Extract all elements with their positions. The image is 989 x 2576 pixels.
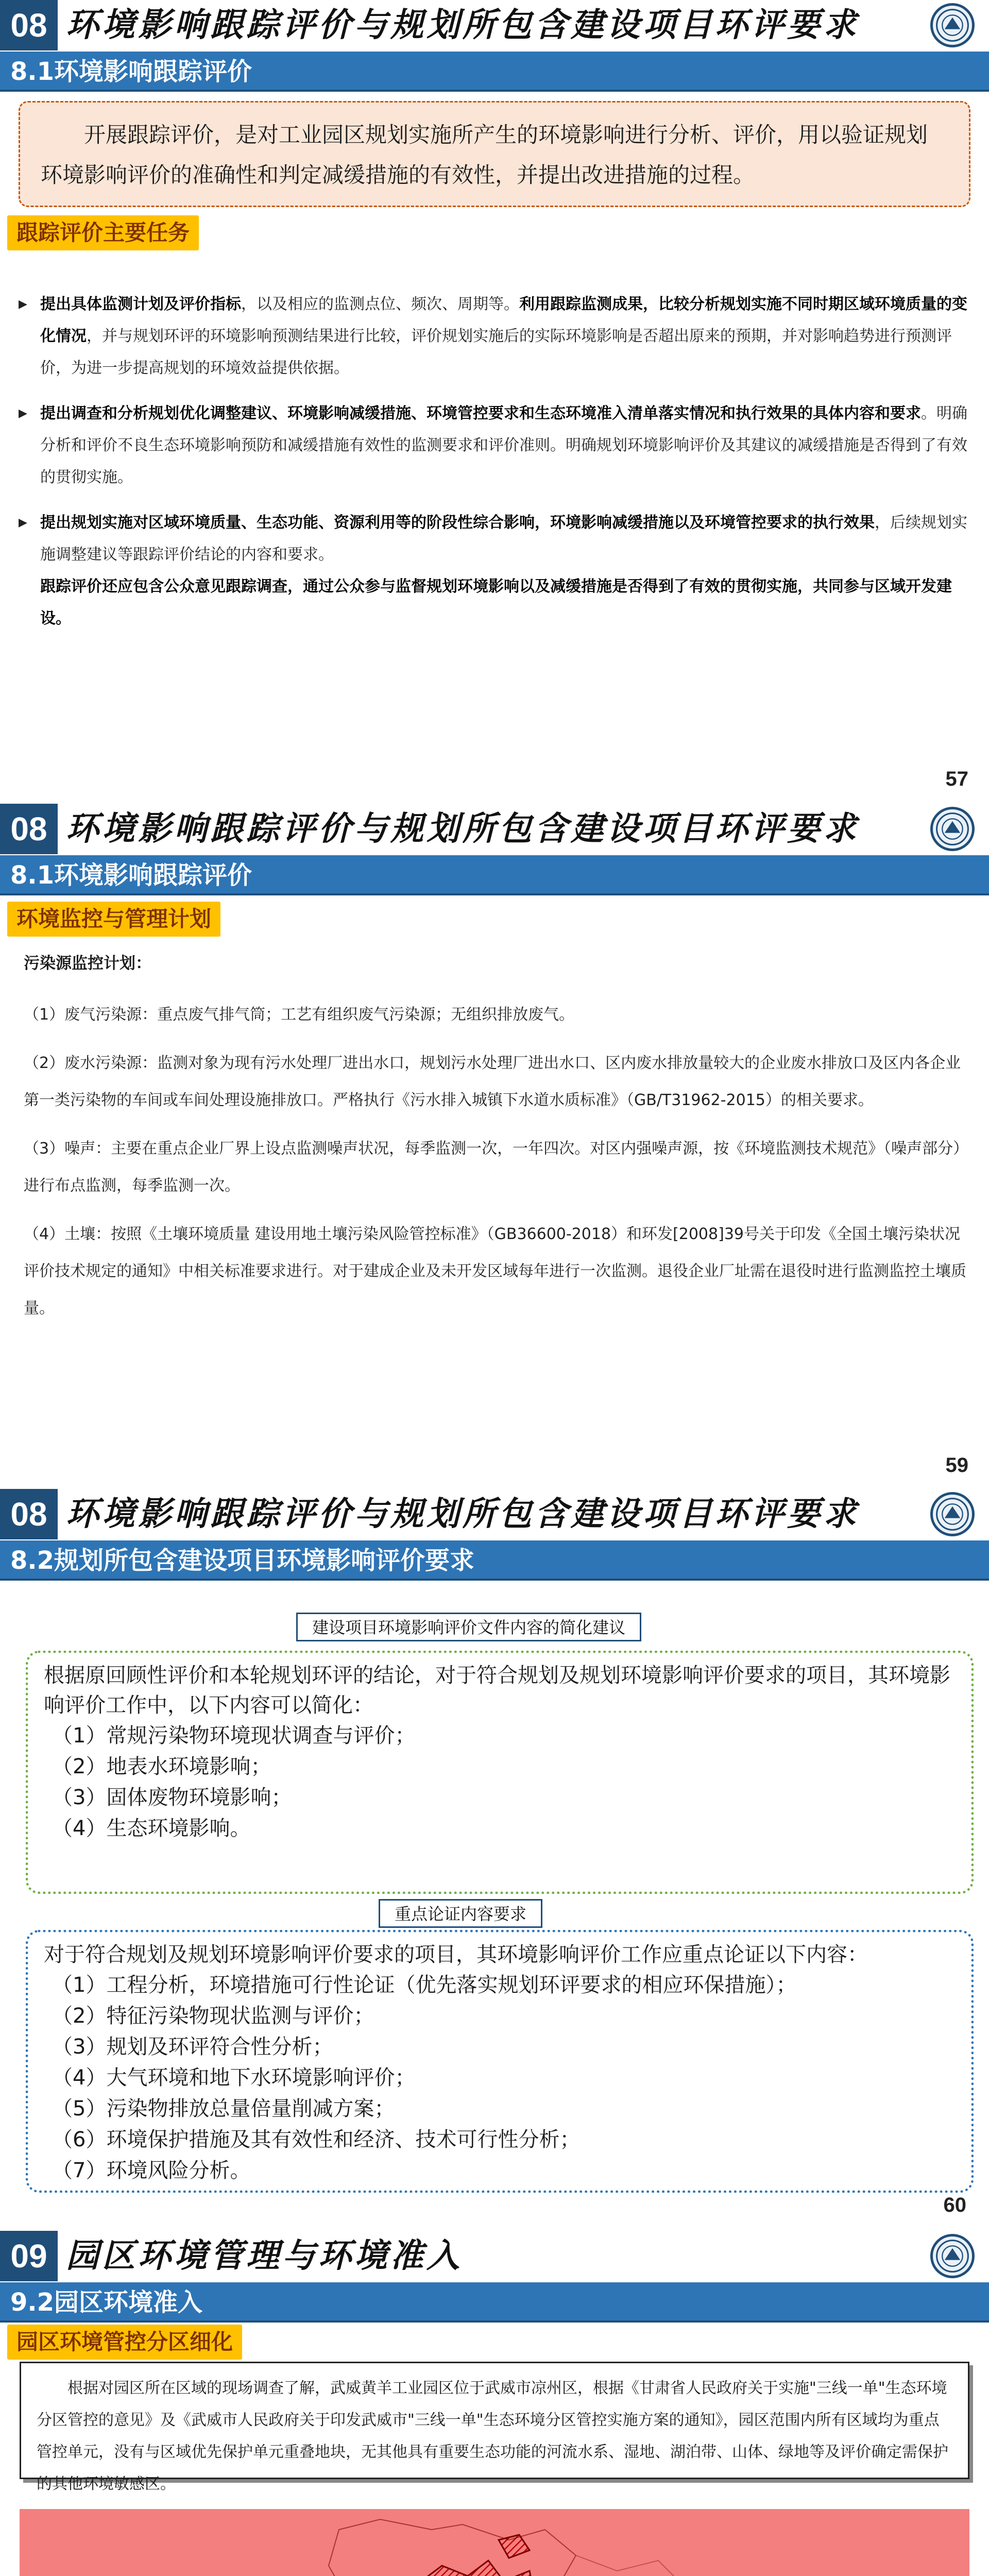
bullet-bold-text: 跟踪评价还应包含公众意见跟踪调查，通过公众参与监督规划环境影响以及减缓措施是否得到了有效的贯彻实施，共同参与区域开发建设。 [40, 578, 952, 628]
university-seal-logo-icon [930, 3, 975, 47]
list-item: （3）固体废物环境影响； [52, 1786, 292, 1809]
slide-project-eia-requirements [0, 1489, 989, 2231]
list-item: （2）地表水环境影响； [52, 1755, 271, 1778]
list-item: （7）环境风险分析。 [52, 2159, 251, 2182]
slide-header [0, 2231, 989, 2281]
list-item: （3）规划及环评符合性分析； [52, 2035, 333, 2059]
topic-tag: 跟踪评价主要任务 [7, 215, 199, 250]
bullet-bold-text: 提出具体监测计划及评价指标 [40, 295, 241, 313]
list-item [15, 398, 968, 494]
chapter-number: 08 [0, 0, 58, 50]
list-item: （6）环境保护措施及其有效性和经济、技术可行性分析； [52, 2128, 581, 2151]
slide-environmental-access [0, 2231, 989, 2576]
bullet-bold-text: 利用跟踪监测成果，比较分析规划实施不同时期区域环境质量的变化情况 [40, 295, 967, 345]
monitoring-plan-text [24, 948, 966, 1338]
list-item: （1）工程分析，环境措施可行性论证（优先落实规划环评要求的相应环保措施）； [52, 1973, 797, 1997]
slide-tracking-evaluation [0, 0, 989, 804]
plan-heading: 污染源监控计划： [24, 954, 151, 973]
key-points-box [26, 1930, 974, 2193]
simplification-box [26, 1651, 974, 1894]
zoning-map [20, 2509, 969, 2576]
bullet-bold-text: 提出调查和分析规划优化调整建议、环境影响减缓措施、环境管控要求和生态环境准入清单落实情况和执行效果的具体内容和要求 [40, 404, 921, 422]
bullet-text: 。明确分析和评价不良生态环境影响预防和减缓措施有效性的监测要求和评价准则。明确规划环境影响评价及其建议的减缓措施是否得到了有效的贯彻实施 [40, 404, 967, 486]
page-number: 59 [945, 1454, 968, 1477]
chapter-title: 环境影响跟踪评价与规划所包含建设项目环评要求 [66, 1495, 859, 1533]
plan-item: （2）废水污染源：监测对象为现有污水处理厂进出水口，规划污水处理厂进出水口、区内废水排放量较大的企业废水排放口及区内各企业第一类污染物的车间或车间处理设施排放口。严格执行《污水排入城镇下水道水质标准》（GB/T31962-2015）的相关要求。 [24, 1054, 961, 1109]
bullet-text: ，并与规划环评的环境影响预测结果进行比较，评价规划实施后的实际环境影响是否超出原来的预期，并对影响趋势进行预测评价，为进一步提高规划的环境效益提供依据。 [40, 327, 952, 377]
bullet-bold-text: 提出规划实施对区域环境质量、生态功能、资源利用等的阶段性综合影响，环境影响减缓措施以及环境管控要求的执行效果 [40, 514, 875, 532]
university-seal-logo-icon [930, 2234, 975, 2278]
list-item [15, 289, 968, 384]
chapter-title: 园区环境管理与环境准入 [66, 2236, 463, 2275]
slide-monitoring-plan [0, 804, 989, 1489]
university-seal-logo-icon [930, 1492, 975, 1536]
chapter-title: 环境影响跟踪评价与规划所包含建设项目环评要求 [66, 6, 859, 44]
key-control-area [20, 2509, 969, 2576]
list-item: （4）生态环境影响。 [52, 1817, 251, 1840]
zoning-map-graphic [20, 2509, 969, 2576]
section-title: 9.2园区环境准入 [0, 2282, 989, 2323]
topic-tag: 园区环境管控分区细化 [7, 2325, 242, 2360]
bullet-text: 。 [117, 468, 133, 486]
chapter-number: 08 [0, 1489, 58, 1539]
slide-header [0, 804, 989, 854]
section-title: 8.1环境影响跟踪评价 [0, 52, 989, 92]
section-title: 8.1环境影响跟踪评价 [0, 855, 989, 895]
key-points-caption: 重点论证内容要求 [379, 1899, 542, 1928]
plan-item: （1）废气污染源：重点废气排气筒；工艺有组织废气污染源；无组织排放废气。 [24, 1006, 575, 1024]
chapter-title: 环境影响跟踪评价与规划所包含建设项目环评要求 [66, 809, 859, 848]
page-number: 60 [943, 2194, 966, 2216]
bullet-text: ，后续规划实施调整建议等跟踪评价结论的内容和要求。 [40, 514, 967, 564]
plan-item: （4）土壤：按照《土壤环境质量 建设用地土壤污染风险管控标准》（GB36600-2018）和环发[2008]39号关于印发《全国土壤污染状况评价技术规定的通知》中相关标准要求进行。对于建成企业及未开发区域每年进行一次监测。退役企业厂址需在退役时进行监测监控土壤质量。 [24, 1225, 966, 1317]
bullet-text: ，以及相应的监测点位、频次、周期等。 [241, 295, 519, 313]
key-points-list [44, 1970, 956, 2186]
zoning-notice: 根据对园区所在区域的现场调查了解，武威黄羊工业园区位于武威市凉州区，根据《甘肃省人民政府关于实施"三线一单"生态环境分区管控的意见》及《武威市人民政府关于印发武威市"三线一单"生态环境分区管控实施方案的通知》，园区范围内所有区域均为重点管控单元，没有与区域优先保护单元重叠地块，无其他具有重要生态功能的河流水系、湿地、湖泊带、山体、绿地等及评价确定需保护的其他环境敏感区。 [20, 2362, 969, 2479]
list-item: （2）特征污染物现状监测与评价； [52, 2004, 374, 2028]
key-points-intro: 对于符合规划及规划环境影响评价要求的项目，其环境影响评价工作应重点论证以下内容： [44, 1943, 868, 1967]
chapter-number: 08 [0, 804, 58, 854]
list-item: （1）常规污染物环境现状调查与评价； [52, 1724, 416, 1748]
list-item [15, 507, 968, 635]
slide-header [0, 0, 989, 50]
simplification-list [44, 1720, 956, 1844]
topic-tag: 环境监控与管理计划 [7, 902, 220, 937]
simplification-caption: 建设项目环境影响评价文件内容的简化建议 [296, 1613, 641, 1641]
list-item: （4）大气环境和地下水环境影响评价； [52, 2066, 416, 2090]
section-title: 8.2规划所包含建设项目环境影响评价要求 [0, 1540, 989, 1581]
simplification-intro: 根据原回顾性评价和本轮规划环评的结论，对于符合规划及规划环境影响评价要求的项目，其环境影响评价工作中，以下内容可以简化： [44, 1664, 950, 1717]
university-seal-logo-icon [930, 807, 975, 851]
plan-item: （3）噪声：主要在重点企业厂界上设点监测噪声状况，每季监测一次，一年四次。对区内强噪声源，按《环境监测技术规范》（噪声部分）进行布点监测，每季监测一次。 [24, 1140, 961, 1195]
task-bullet-list [15, 289, 968, 648]
slide-header [0, 1489, 989, 1539]
list-item: （5）污染物排放总量倍量削减方案； [52, 2097, 395, 2121]
intro-box: 开展跟踪评价，是对工业园区规划实施所产生的环境影响进行分析、评价，用以验证规划环境影响评价的准确性和判定减缓措施的有效性，并提出改进措施的过程。 [19, 101, 970, 207]
chapter-number: 09 [0, 2231, 58, 2281]
page-number: 57 [945, 768, 968, 790]
